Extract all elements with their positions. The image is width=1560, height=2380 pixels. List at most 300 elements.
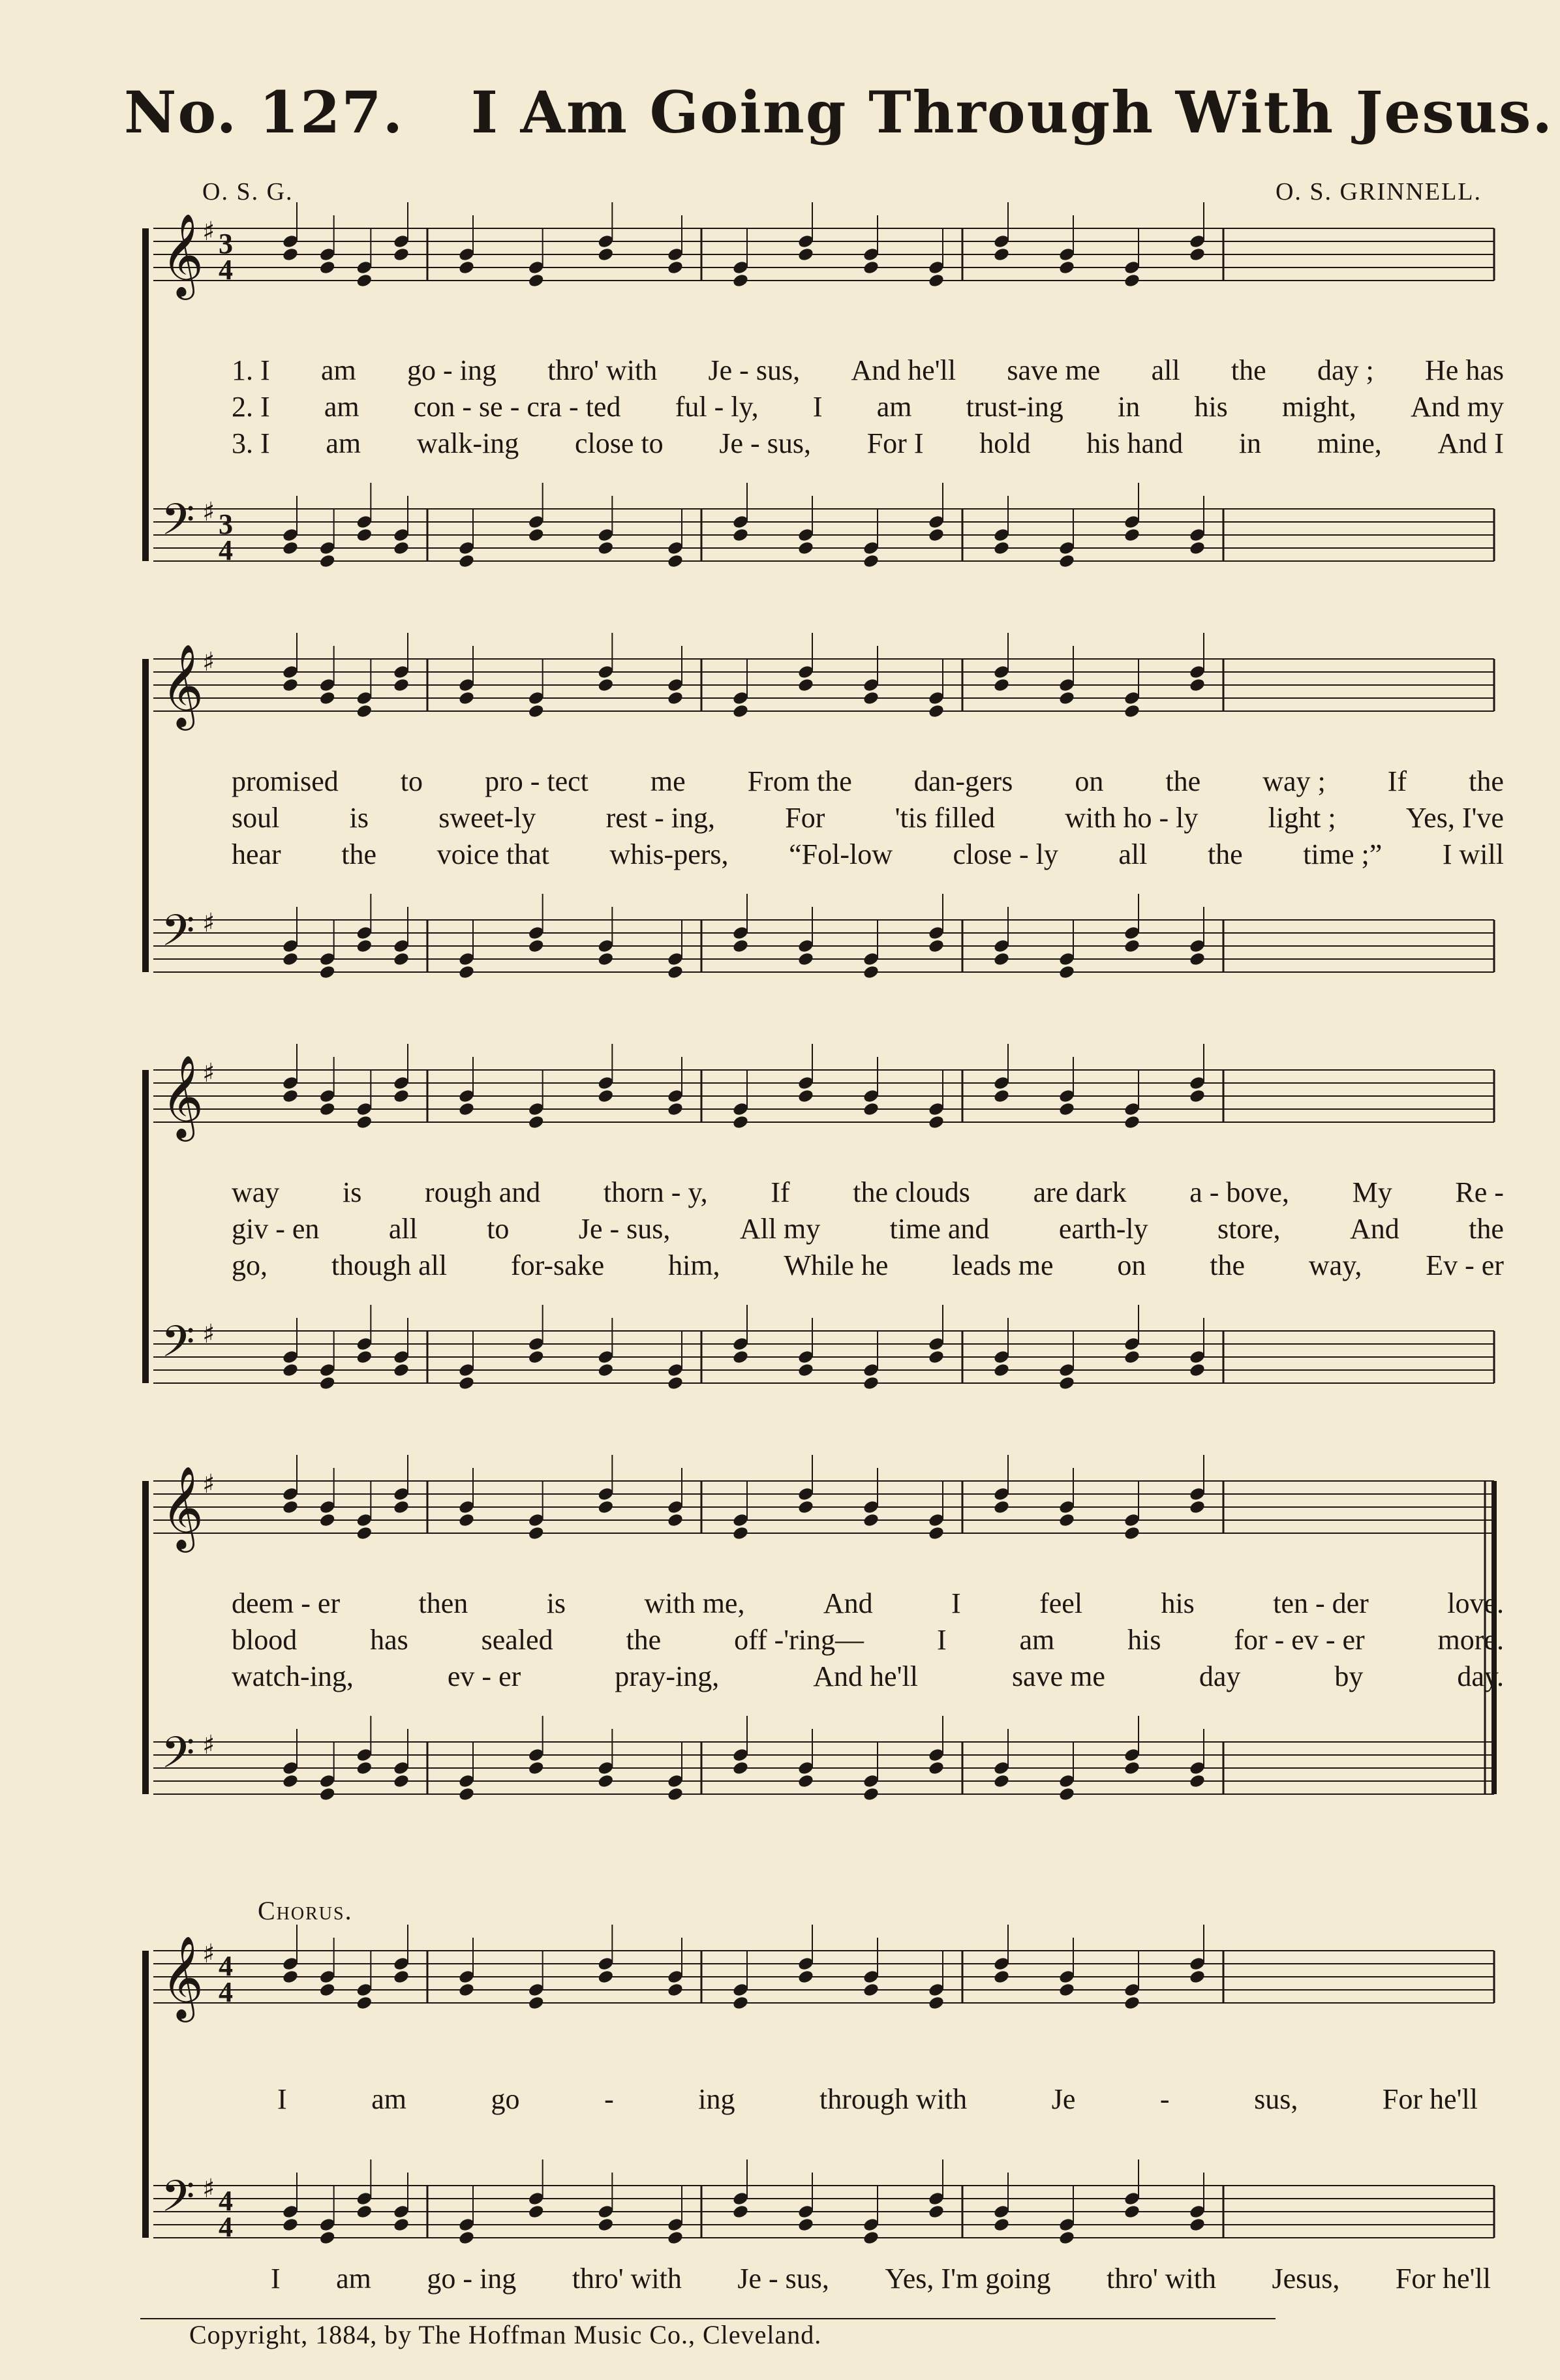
note-head [863, 260, 880, 275]
note-head [928, 1995, 945, 2011]
note-head [667, 260, 684, 275]
note-head [282, 1088, 299, 1104]
note-head [597, 2217, 615, 2233]
note-head [356, 1349, 373, 1365]
note-head [797, 1773, 815, 1789]
note-head [356, 703, 373, 719]
lyric-syllable: more. [1437, 1624, 1504, 1656]
note-head [928, 527, 945, 543]
lyric-syllable: From the [747, 765, 852, 797]
lyric-syllable: whis-pers, [609, 838, 729, 870]
lyric-syllable: love. [1447, 1587, 1504, 1619]
note-head [318, 1512, 336, 1528]
lyric-line [232, 836, 1504, 873]
note-head [667, 1512, 684, 1528]
note-head [1189, 677, 1206, 693]
note-head [356, 1525, 373, 1541]
lyric-syllable: con - se - cra - ted [413, 391, 621, 423]
note-head [1189, 2217, 1206, 2233]
note-head [1124, 527, 1141, 543]
lyric-syllable: way, [1308, 1249, 1362, 1281]
chorus-label: Chorus. [258, 1896, 353, 1925]
lyric-syllable: the [1231, 354, 1266, 386]
bass-clef-icon: 𝄢 [161, 906, 195, 966]
lyric-syllable: in [1118, 391, 1140, 423]
time-signature-bottom: 4 [219, 534, 233, 566]
note-head [1124, 938, 1141, 954]
note-head [993, 247, 1011, 262]
lyric-line [232, 389, 1504, 425]
lyric-syllable: might, [1282, 391, 1356, 423]
lyric-syllable: me [650, 765, 686, 797]
note-head [356, 273, 373, 288]
lyric-syllable: is [343, 1176, 362, 1208]
lyric-syllable: Re - [1455, 1176, 1504, 1208]
note-head [356, 938, 373, 954]
note-head [597, 540, 615, 556]
note-head [318, 690, 336, 706]
note-head [282, 1362, 299, 1378]
note-head [667, 1101, 684, 1117]
lyric-syllable: ev - er [447, 1660, 521, 1692]
lyric-syllable: thro' with [547, 354, 658, 386]
note-head [1124, 1760, 1141, 1776]
note-head [527, 938, 545, 954]
note-head [797, 951, 815, 967]
time-signature-top: 4 [219, 1950, 233, 1982]
lyric-line [232, 763, 1504, 800]
note-head [1058, 1375, 1076, 1391]
lyric-syllable: voice that [436, 838, 549, 870]
note-head [527, 703, 545, 719]
lyric-syllable: the [1469, 765, 1504, 797]
note-head [863, 690, 880, 706]
lyric-syllable: on [1117, 1249, 1146, 1281]
lyric-syllable: for - ev - er [1234, 1624, 1365, 1656]
lyric-syllable: day ; [1317, 354, 1374, 386]
lyric-syllable: blood [232, 1624, 298, 1656]
lyric-syllable: - [1159, 2083, 1170, 2115]
lyric-line [232, 800, 1504, 836]
chorus-treble-lyrics [277, 2081, 1478, 2118]
lyric-line [232, 1658, 1504, 1695]
note-head [928, 2204, 945, 2220]
note-head [797, 1499, 815, 1515]
lyric-syllable: And [823, 1587, 873, 1619]
lyric-syllable: am [320, 354, 356, 386]
note-head [458, 1786, 476, 1802]
lyric-syllable: to [487, 1213, 510, 1245]
lyric-syllable: And [1349, 1213, 1399, 1245]
note-head [1189, 1969, 1206, 1985]
time-signature-bottom: 4 [219, 254, 233, 286]
note-head [458, 1982, 476, 1998]
lyric-syllable: Je - sus, [737, 2263, 829, 2295]
lyric-syllable: a - bove, [1189, 1176, 1289, 1208]
lyric-syllable: hear [232, 838, 281, 870]
lyric-syllable: giv - en [232, 1213, 320, 1245]
treble-clef-icon: 𝄞 [161, 1054, 204, 1138]
lyric-syllable: the [1210, 1249, 1246, 1281]
note-head [928, 273, 945, 288]
note-head [282, 677, 299, 693]
copyright-notice: Copyright, 1884, by The Hoffman Music Co., Cleveland. [189, 2320, 822, 2349]
note-head [1058, 1512, 1076, 1528]
note-head [1189, 1362, 1206, 1378]
note-head [318, 1101, 336, 1117]
music-system-2 [140, 643, 1504, 1011]
lyric-syllable: go [491, 2083, 520, 2115]
note-head [667, 553, 684, 569]
lyric-syllable: While he [784, 1249, 889, 1281]
lyric-syllable: thro' with [572, 2263, 682, 2295]
note-head [527, 1760, 545, 1776]
lyric-syllable: am [876, 391, 912, 423]
lyric-syllable: - [604, 2083, 614, 2115]
note-head [993, 1969, 1011, 1985]
sharp-icon: ♯ [202, 1730, 215, 1760]
note-head [527, 1114, 545, 1130]
note-head [667, 2230, 684, 2246]
lyric-syllable: hold [979, 427, 1031, 459]
note-head [527, 2204, 545, 2220]
note-head [1058, 690, 1076, 706]
lyric-syllable: in [1238, 427, 1262, 459]
note-head [356, 2204, 373, 2220]
note-head [732, 273, 750, 288]
note-head [1058, 1101, 1076, 1117]
lyric-syllable: For [785, 802, 825, 834]
note-head [1124, 1525, 1141, 1541]
treble-clef-icon: 𝄞 [161, 1465, 204, 1549]
time-signature-top: 3 [219, 228, 233, 260]
lyric-line [232, 352, 1504, 389]
note-head [597, 1499, 615, 1515]
hymn-title-text: I Am Going Through With Jesus. [470, 78, 1554, 146]
lyric-syllable: is [546, 1587, 566, 1619]
note-head [928, 1114, 945, 1130]
lyric-syllable: If [771, 1176, 790, 1208]
note-head [597, 247, 615, 262]
lyric-syllable: the [1469, 1213, 1504, 1245]
note-head [993, 540, 1011, 556]
note-head [282, 2217, 299, 2233]
lyric-syllable: I [936, 1624, 947, 1656]
note-head [993, 1773, 1011, 1789]
note-head [356, 1760, 373, 1776]
note-head [993, 677, 1011, 693]
lyric-syllable: with me, [644, 1587, 745, 1619]
lyric-syllable: the clouds [853, 1176, 970, 1208]
note-head [863, 553, 880, 569]
lyric-syllable: ing [698, 2083, 735, 2115]
lyric-syllable: go - ing [407, 354, 497, 386]
note-head [863, 2230, 880, 2246]
note-head [993, 951, 1011, 967]
note-head [393, 1969, 410, 1985]
sharp-icon: ♯ [202, 1319, 215, 1349]
lyric-syllable: earth-ly [1058, 1213, 1148, 1245]
lyric-syllable: dan-gers [913, 765, 1013, 797]
note-head [356, 1114, 373, 1130]
lyric-syllable: all [1118, 838, 1148, 870]
time-signature-top: 3 [219, 508, 233, 540]
note-head [318, 1375, 336, 1391]
bass-clef-icon: 𝄢 [161, 2171, 195, 2232]
note-head [597, 1969, 615, 1985]
note-head [282, 951, 299, 967]
lyric-syllable: all [1151, 354, 1180, 386]
lyric-syllable: close - ly [953, 838, 1058, 870]
lyric-syllable: 'tis filled [895, 802, 995, 834]
note-head [732, 938, 750, 954]
music-system-4 [140, 1465, 1504, 1859]
lyric-syllable: And my [1410, 391, 1504, 423]
lyric-syllable: on [1075, 765, 1104, 797]
music-credit: O. S. GRINNELL. [1275, 178, 1482, 206]
note-head [597, 1088, 615, 1104]
note-head [282, 1969, 299, 1985]
note-head [318, 1982, 336, 1998]
treble-clef-icon: 𝄞 [161, 643, 204, 727]
note-head [1058, 553, 1076, 569]
lyric-line [232, 1585, 1504, 1622]
note-head [282, 1773, 299, 1789]
music-system-1 [140, 213, 1504, 594]
note-head [993, 2217, 1011, 2233]
note-head [1058, 1982, 1076, 1998]
note-head [458, 690, 476, 706]
lyric-line [232, 1211, 1504, 1247]
note-head [458, 1101, 476, 1117]
lyric-syllable: close to [575, 427, 664, 459]
lyric-syllable: go, [232, 1249, 268, 1281]
note-head [458, 2230, 476, 2246]
chorus-system [140, 1935, 1501, 2316]
lyric-syllable: thro' with [1106, 2263, 1216, 2295]
note-head [527, 1995, 545, 2011]
note-head [667, 964, 684, 980]
sharp-icon: ♯ [202, 908, 215, 938]
note-head [1058, 2230, 1076, 2246]
lyric-syllable: All my [739, 1213, 821, 1245]
note-head [318, 553, 336, 569]
lyric-syllable: are dark [1033, 1176, 1127, 1208]
note-head [928, 1525, 945, 1541]
note-head [667, 1375, 684, 1391]
verse-lyrics-2 [232, 763, 1504, 873]
sharp-icon: ♯ [202, 2174, 215, 2204]
note-head [458, 1375, 476, 1391]
lyric-syllable: thorn - y, [603, 1176, 708, 1208]
lyric-syllable: promised [232, 765, 339, 797]
lyric-syllable: the [1165, 765, 1201, 797]
lyric-syllable: I [271, 2263, 281, 2295]
note-head [527, 527, 545, 543]
time-signature-bottom: 4 [219, 1976, 233, 2008]
lyric-syllable: the [626, 1624, 662, 1656]
note-head [797, 540, 815, 556]
sharp-icon: ♯ [202, 217, 215, 247]
lyric-syllable: save me [1007, 354, 1101, 386]
lyric-line [232, 1622, 1504, 1658]
note-head [1124, 1349, 1141, 1365]
lyric-syllable: store, [1217, 1213, 1281, 1245]
note-head [732, 2204, 750, 2220]
note-head [282, 1499, 299, 1515]
lyric-syllable: his [1161, 1587, 1195, 1619]
verse-lyrics-3 [232, 1174, 1504, 1284]
bass-clef-icon: 𝄢 [161, 1728, 195, 1788]
note-head [597, 677, 615, 693]
lyric-syllable: If [1387, 765, 1407, 797]
lyric-syllable: watch-ing, [232, 1660, 354, 1692]
note-head [393, 540, 410, 556]
note-head [667, 690, 684, 706]
note-head [318, 260, 336, 275]
note-head [458, 964, 476, 980]
lyric-syllable: then [418, 1587, 468, 1619]
note-head [732, 1114, 750, 1130]
lyric-syllable: And I [1437, 427, 1504, 459]
lyric-syllable: through with [819, 2083, 968, 2115]
note-head [458, 260, 476, 275]
lyric-syllable: all [388, 1213, 418, 1245]
lyric-syllable: And he'll [851, 354, 956, 386]
sharp-icon: ♯ [202, 1469, 215, 1499]
sharp-icon: ♯ [202, 497, 215, 527]
note-head [928, 938, 945, 954]
note-head [1058, 1786, 1076, 1802]
lyric-syllable: go - ing [427, 2263, 517, 2295]
note-head [393, 1088, 410, 1104]
note-head [863, 1982, 880, 1998]
note-head [318, 1786, 336, 1802]
lyric-syllable: For he'll [1382, 2083, 1478, 2115]
lyric-line [232, 1174, 1504, 1211]
note-head [597, 951, 615, 967]
lyric-syllable: has [370, 1624, 408, 1656]
lyric-syllable: off -'ring— [734, 1624, 864, 1656]
time-signature-bottom: 4 [219, 2211, 233, 2243]
lyric-syllable: sus, [1254, 2083, 1298, 2115]
bass-clef-icon: 𝄢 [161, 495, 195, 555]
lyric-syllable: rough and [425, 1176, 541, 1208]
lyric-syllable: feel [1039, 1587, 1083, 1619]
lyric-syllable: And he'll [813, 1660, 918, 1692]
lyric-syllable: day. [1457, 1660, 1504, 1692]
note-head [458, 553, 476, 569]
lyric-syllable: time and [889, 1213, 990, 1245]
note-head [458, 1512, 476, 1528]
lyric-syllable: 1. I [232, 354, 270, 386]
hymn-title [124, 78, 1554, 176]
note-head [1124, 273, 1141, 288]
note-head [797, 1969, 815, 1985]
note-head [393, 247, 410, 262]
lyric-syllable: Je - sus, [578, 1213, 671, 1245]
lyric-line [271, 2261, 1491, 2297]
words-credit: O. S. G. [202, 178, 294, 206]
lyric-syllable: am [336, 2263, 371, 2295]
note-head [863, 964, 880, 980]
note-head [1058, 260, 1076, 275]
note-head [318, 964, 336, 980]
note-head [1189, 951, 1206, 967]
note-head [732, 1349, 750, 1365]
hymn-number: No. 127. [124, 78, 405, 146]
note-head [282, 540, 299, 556]
note-head [928, 1349, 945, 1365]
note-head [597, 1773, 615, 1789]
lyric-syllable: for-sake [510, 1249, 605, 1281]
note-head [797, 677, 815, 693]
lyric-line [277, 2081, 1478, 2118]
lyric-syllable: time ;” [1303, 838, 1383, 870]
note-head [356, 527, 373, 543]
lyric-syllable: walk-ing [416, 427, 519, 459]
music-system-3 [140, 1054, 1504, 1435]
note-head [732, 1995, 750, 2011]
note-head [667, 1786, 684, 1802]
note-head [732, 527, 750, 543]
lyric-syllable: 3. I [232, 427, 270, 459]
note-head [527, 1525, 545, 1541]
note-head [928, 703, 945, 719]
sharp-icon: ♯ [202, 647, 215, 677]
time-signature-top: 4 [219, 2185, 233, 2217]
note-head [527, 1349, 545, 1365]
lyric-syllable: soul [232, 802, 280, 834]
lyric-syllable: am [1019, 1624, 1055, 1656]
note-head [928, 1760, 945, 1776]
lyric-syllable: his hand [1086, 427, 1184, 459]
bass-clef-icon: 𝄢 [161, 1317, 195, 1377]
note-head [1124, 703, 1141, 719]
lyric-syllable: is [349, 802, 369, 834]
lyric-syllable: rest - ing, [605, 802, 715, 834]
lyric-syllable: I will [1442, 838, 1504, 870]
sharp-icon: ♯ [202, 1058, 215, 1088]
note-head [797, 1362, 815, 1378]
lyric-syllable: ten - der [1273, 1587, 1369, 1619]
note-head [356, 1995, 373, 2011]
lyric-line [232, 1247, 1504, 1284]
note-head [797, 2217, 815, 2233]
lyric-syllable: leads me [952, 1249, 1054, 1281]
note-head [393, 951, 410, 967]
lyric-syllable: Yes, I've [1405, 802, 1504, 834]
note-head [393, 2217, 410, 2233]
lyric-syllable: sweet-ly [438, 802, 536, 834]
lyric-syllable: He has [1425, 354, 1504, 386]
lyric-syllable: Je [1051, 2083, 1076, 2115]
lyric-line [232, 425, 1504, 462]
lyric-syllable: “Fol-low [789, 838, 893, 870]
lyric-syllable: pray-ing, [615, 1660, 720, 1692]
note-head [1124, 1995, 1141, 2011]
lyric-syllable: way ; [1262, 765, 1326, 797]
note-head [1189, 1499, 1206, 1515]
note-head [797, 247, 815, 262]
note-head [393, 1499, 410, 1515]
note-head [1189, 540, 1206, 556]
note-head [1189, 1088, 1206, 1104]
lyric-syllable: to [400, 765, 423, 797]
lyric-syllable: trust-ing [966, 391, 1063, 423]
lyric-syllable: I [277, 2083, 287, 2115]
note-head [993, 1362, 1011, 1378]
